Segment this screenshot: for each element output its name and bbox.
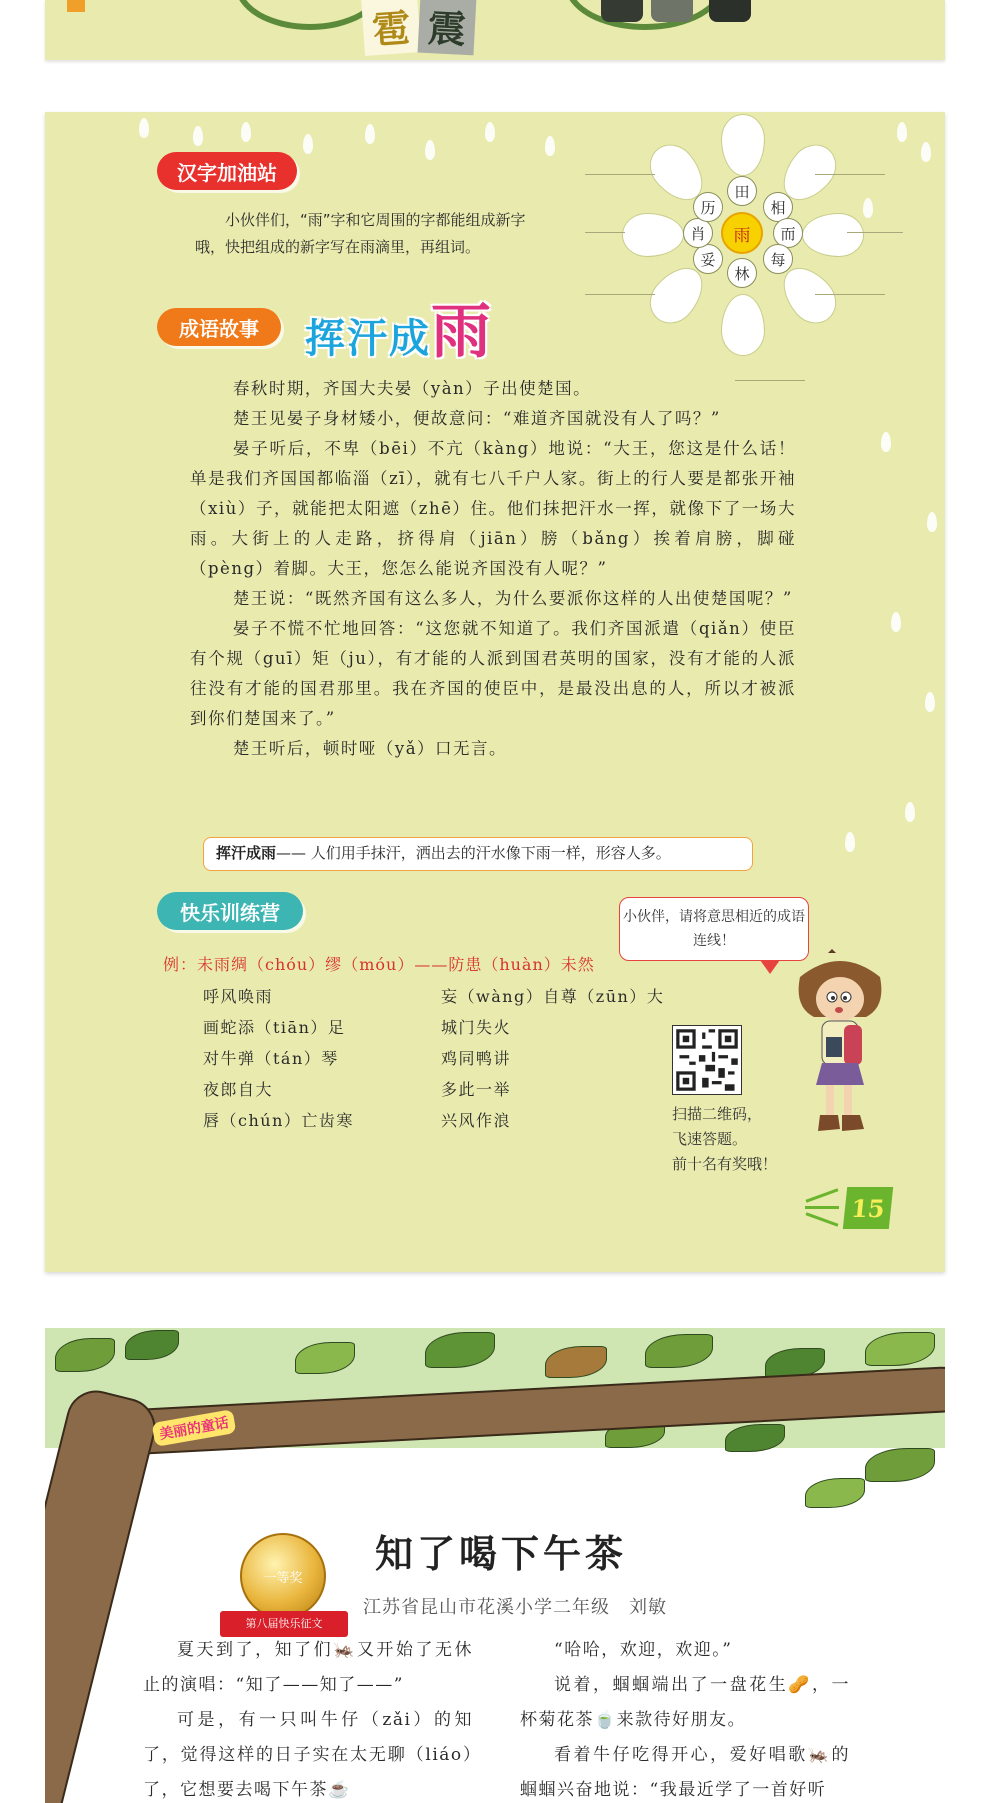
story-paragraph: 楚王说：“既然齐国有这么多人，为什么要派你这样的人出使楚国呢？” [232, 589, 793, 608]
essay-paragraph: “哈哈，欢迎，欢迎。” [554, 1640, 733, 1660]
section-ribbon-training-camp: 快乐训练营 [157, 892, 303, 930]
character-tile: 震 [418, 0, 477, 55]
character-tile: 雹 [361, 0, 421, 56]
story-title-main: 挥汗成 [305, 316, 431, 362]
flower-center-character: 雨 [721, 212, 763, 254]
qr-text-line: 飞速答题。 [672, 1130, 748, 1148]
raindrop-decoration [921, 142, 931, 162]
essay-paragraph: 看着牛仔吃得开心，爱好唱歌🦗的蝈蝈兴奋地说：“我最近学了一首好听 [520, 1745, 850, 1800]
answer-line[interactable] [585, 232, 625, 233]
answer-raindrop[interactable] [622, 213, 684, 257]
flower-character: 相 [763, 192, 793, 222]
left-idiom[interactable]: 夜郎自大 [203, 1080, 274, 1099]
raindrop-decoration [303, 134, 313, 154]
left-idiom[interactable]: 对牛弹（tán）琴 [203, 1049, 339, 1068]
answer-raindrop[interactable] [721, 114, 765, 176]
story-title-emphasis: 雨 [431, 297, 493, 367]
flower-character: 历 [693, 192, 723, 222]
essay-paragraph: 夏天到了，知了们🦗又开始了无休止的演唱：“知了——知了——” [143, 1640, 473, 1695]
section-intro-text: 小伙伴们，“雨”字和它周围的字都能组成新字哦，快把组成的新字写在雨滴里，再组词。 [195, 211, 526, 256]
raindrop-decoration [905, 802, 915, 822]
character-flower-diagram [585, 112, 905, 392]
flower-character: 林 [727, 258, 757, 288]
essay-page [45, 1328, 945, 1803]
award-ribbon: 第八届快乐征文 [220, 1611, 348, 1637]
flower-character: 田 [727, 176, 757, 206]
section-ribbon-idiom-story: 成语故事 [157, 308, 281, 346]
raindrop-decoration [845, 832, 855, 852]
right-idiom[interactable]: 鸡同鸭讲 [441, 1049, 512, 1068]
right-idiom[interactable]: 城门失火 [441, 1018, 512, 1037]
story-paragraph: 晏子不慌不忙地回答：“这您就不知道了。我们齐国派遣（qiǎn）使臣有个规（guī）矩（ju），有才能的人派到国君英明的国家，没有才能的人派往没有才能的国君那里。我在齐国的使臣中，是最没出息的人，所以才被派到你们楚国来了。” [190, 619, 796, 728]
left-idiom[interactable]: 呼风唤雨 [203, 987, 274, 1006]
left-idiom[interactable]: 唇（chún）亡齿寒 [203, 1111, 354, 1130]
answer-line[interactable] [585, 294, 655, 295]
answer-line[interactable] [585, 174, 655, 175]
raindrop-decoration [139, 118, 149, 138]
page-number-accent [806, 1188, 839, 1202]
dark-tile-decoration [709, 0, 751, 22]
answer-line[interactable] [815, 174, 885, 175]
flower-character: 每 [763, 244, 793, 274]
essay-author: 江苏省昆山市花溪小学二年级 刘敏 [363, 1597, 667, 1618]
right-idiom[interactable]: 兴风作浪 [441, 1111, 512, 1130]
raindrop-decoration [927, 512, 937, 532]
dark-tile-decoration [601, 0, 643, 22]
dark-tile-decoration [651, 0, 693, 22]
story-paragraph: 晏子听后，不卑（bēi）不亢（kàng）地说：“大王，您这是什么话！单是我们齐国国都临淄（zī），就有七八千户人家。街上的行人要是都张开袖（xiù）子，就能把太阳遮（zhē）住。他们抹把汗水一挥，就像下了一场大雨。大街上的人走路，挤得肩（jiān）膀（bǎng）挨着肩膀，脚碰（pèng）着脚。大王，您怎么能说齐国没有人呢？” [190, 439, 796, 578]
essay-column-left [143, 1633, 473, 1803]
story-paragraph: 春秋时期，齐国大夫晏（yàn）子出使楚国。 [232, 379, 592, 398]
page-number-accent [806, 1212, 839, 1226]
raindrop-decoration [425, 140, 435, 160]
qr-text-line: 前十名有奖哦！ [672, 1155, 778, 1173]
speech-bubble: 小伙伴，请将意思相近的成语连线！ [619, 897, 809, 961]
flower-character: 妥 [693, 244, 723, 274]
flower-character: 而 [773, 218, 803, 248]
answer-raindrop[interactable] [802, 213, 864, 257]
raindrop-decoration [881, 432, 891, 452]
essay-paragraph: 说着，蝈蝈端出了一盘花生🥜，一杯菊花茶🍵来款待好朋友。 [520, 1675, 850, 1730]
page-number: 15 [843, 1187, 893, 1229]
story-title [305, 284, 493, 370]
essay-column-right [520, 1633, 850, 1803]
example-line: 例：未雨绸（chóu）缪（móu）——防患（huàn）未然 [163, 955, 595, 974]
section-ribbon-character-station: 汉字加油站 [157, 152, 297, 190]
column-tag: 美丽的童话 [152, 1409, 237, 1447]
cartoon-girl-illustration [780, 947, 900, 1142]
leaf-decoration [865, 1448, 935, 1482]
raindrop-decoration [485, 122, 495, 142]
story-body [190, 374, 796, 764]
raindrop-decoration [545, 136, 555, 156]
leaf-decoration [805, 1478, 865, 1508]
idiom-term: 挥汗成雨 [216, 844, 277, 862]
essay-title: 知了喝下午茶 [375, 1531, 628, 1576]
right-idiom[interactable]: 妄（wàng）自尊（zūn）大 [441, 987, 665, 1006]
answer-raindrop[interactable] [721, 294, 765, 356]
orange-tab-decoration [67, 0, 85, 12]
page-number-accent [805, 1206, 839, 1209]
award-medal: 一等奖 [240, 1533, 326, 1619]
left-idiom[interactable]: 画蛇添（tiān）足 [203, 1018, 346, 1037]
raindrop-decoration [365, 124, 375, 144]
essay-paragraph: 可是，有一只叫牛仔（zǎi）的知了，觉得这样的日子实在太无聊（liáo）了，它想要去喝下午茶☕ [143, 1710, 473, 1800]
answer-line[interactable] [815, 294, 885, 295]
qr-text-line: 扫描二维码， [672, 1105, 763, 1123]
vine-arc-decoration [565, 0, 725, 30]
story-paragraph: 楚王见晏子身材矮小，便故意问：“难道齐国就没有人了吗？” [232, 409, 721, 428]
previous-page-tail [45, 0, 945, 60]
raindrop-decoration [925, 692, 935, 712]
raindrop-decoration [193, 126, 203, 146]
idiom-meaning-box [203, 837, 753, 871]
right-idiom[interactable]: 多此一举 [441, 1080, 512, 1099]
raindrop-decoration [891, 612, 901, 632]
raindrop-decoration [241, 122, 251, 142]
idiom-definition: —— 人们用手抹汗，洒出去的汗水像下雨一样，形容人多。 [276, 844, 671, 862]
workbook-page [45, 112, 945, 1272]
story-paragraph: 楚王听后，顿时哑（yǎ）口无言。 [232, 739, 508, 758]
qr-code[interactable] [672, 1025, 742, 1095]
answer-line[interactable] [847, 232, 903, 233]
flower-character: 肖 [683, 218, 713, 248]
